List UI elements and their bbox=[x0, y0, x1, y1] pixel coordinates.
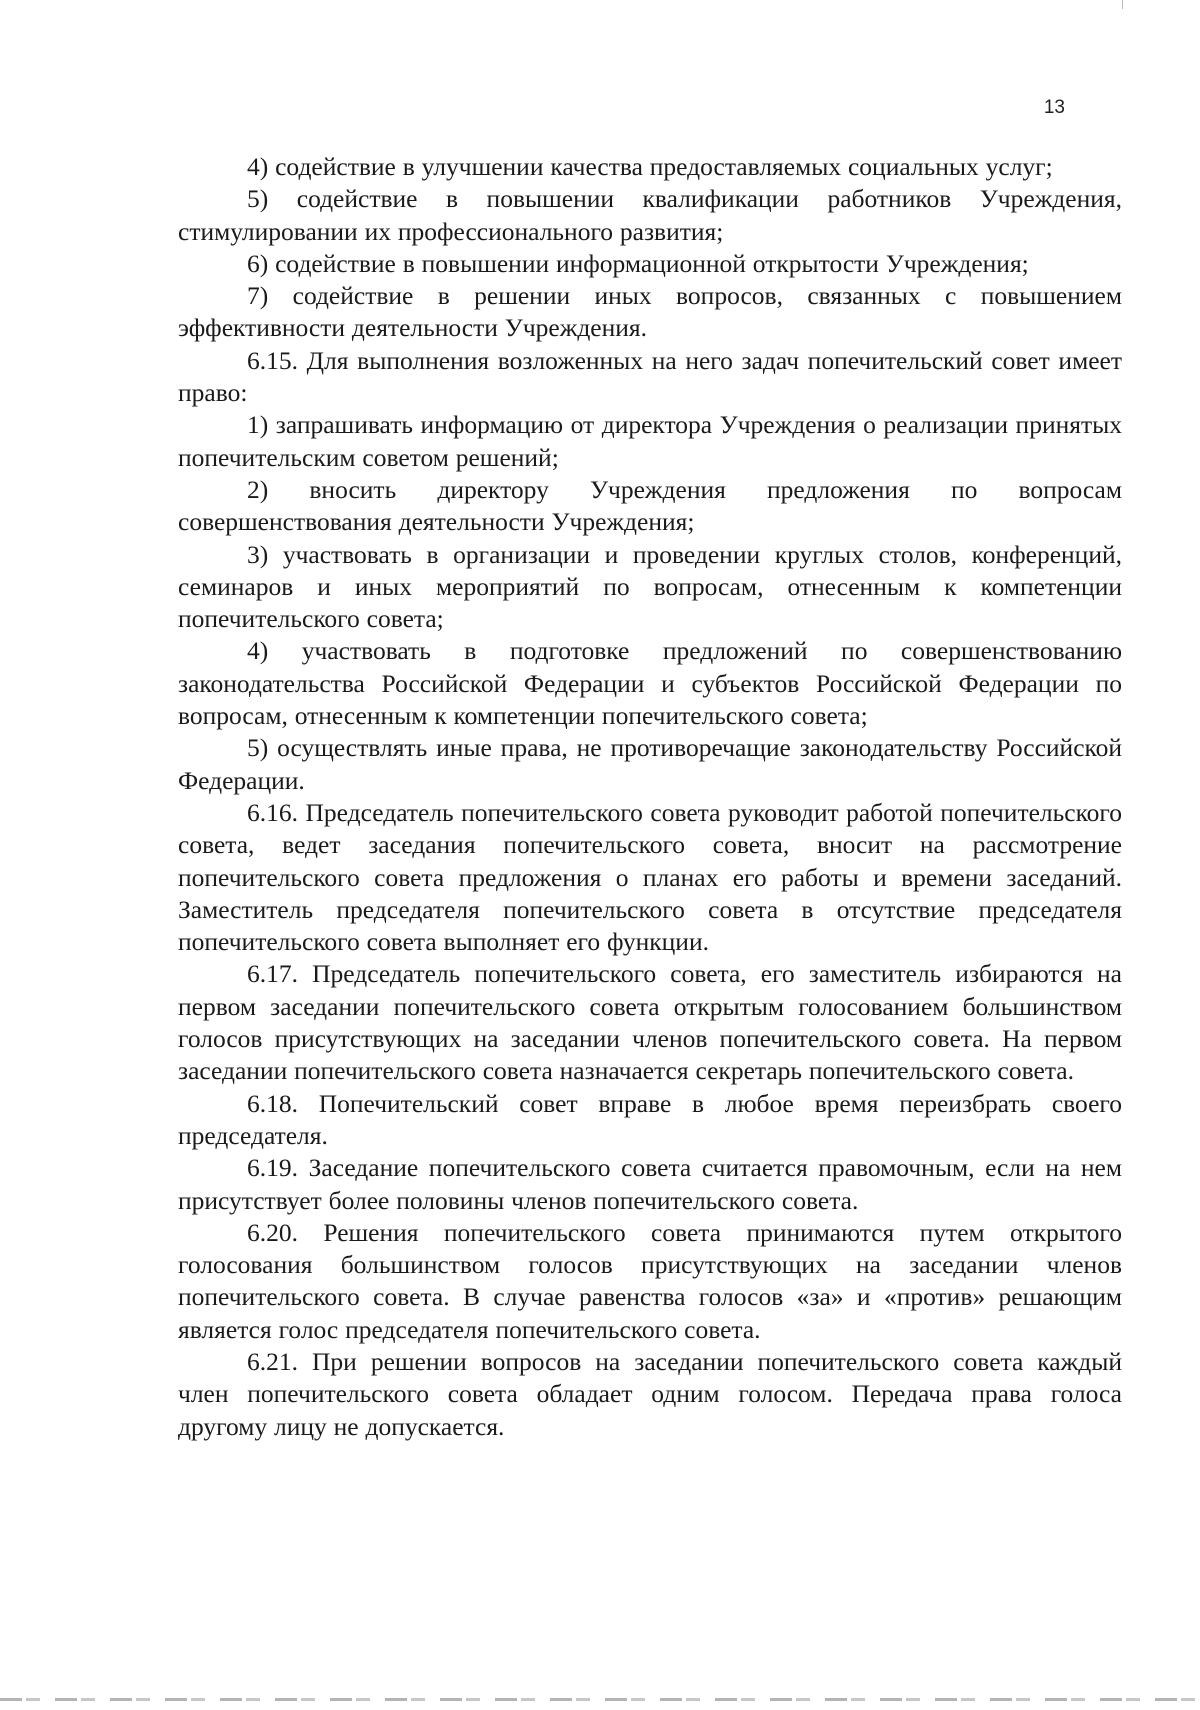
paragraph-4-quality-services: 4) содействие в улучшении качества предоставляемых социальных услуг; bbox=[247, 152, 1053, 181]
paragraph-6-openness: 6) содействие в повышении информационной открытости Учреждения; bbox=[247, 248, 1029, 278]
paragraph-5-qualification: 5) содействие в повышении квалификации работников Учреждения, стимулировании их профессионального развития; bbox=[178, 184, 1122, 246]
clause-6-19: 6.19. Заседание попечительского совета считается правомочным, если на нем присутствует более половины членов попечительского совета. bbox=[178, 1153, 1122, 1215]
right-5-other-rights: 5) осуществлять иные права, не противоречащие законодательству Российской Федерации. bbox=[178, 733, 1122, 795]
scan-edge-mark bbox=[1122, 0, 1123, 9]
right-3-events: 3) участвовать в организации и проведении круглых столов, конференций, семинаров и иных мероприятий по вопросам, отнесенным к компетенции попечительского совета; bbox=[178, 539, 1122, 634]
right-1-request-info: 1) запрашивать информацию от директора Учреждения о реализации принятых попечительским советом решений; bbox=[178, 410, 1122, 472]
right-4-legislation: 4) участвовать в подготовке предложений по совершенствованию законодательства Российской Федерации и субъектов Российской Федерации по вопросам, отнесенным к компетенции попечительского совета; bbox=[178, 636, 1122, 731]
clause-6-21: 6.21. При решении вопросов на заседании попечительского совета каждый член попечительского совета обладает одним голосом. Передача права голоса другому лицу не допускается. bbox=[178, 1346, 1122, 1441]
clause-6-18: 6.18. Попечительский совет вправе в любое время переизбрать своего председателя. bbox=[178, 1088, 1122, 1150]
clause-6-20: 6.20. Решения попечительского совета принимаются путем открытого голосования большинством голосов присутствующих на заседании членов попечительского совета. В случае равенства голосов «за» и «против» решающим является голос председателя попечительского совета. bbox=[178, 1217, 1122, 1344]
clause-6-17: 6.17. Председатель попечительского совета, его заместитель избираются на первом заседании попечительского совета открытым голосованием большинством голосов присутствующих на заседании членов попечительского совета. На первом заседании попечительского совета назначается секретарь попечительского совета. bbox=[178, 959, 1122, 1086]
clause-6-16: 6.16. Председатель попечительского совета руководит работой попечительского совета, ведет заседания попечительского совета, вносит на рассмотрение попечительского совета предложения о планах его работы и времени заседаний. Заместитель председателя попечительского совета в отсутствие председателя попечительского совета выполняет его функции. bbox=[178, 797, 1122, 957]
scan-bottom-edge bbox=[0, 1698, 1200, 1701]
document-body bbox=[178, 151, 1122, 1443]
clause-6-15: 6.15. Для выполнения возложенных на него задач попечительский совет имеет право: bbox=[178, 345, 1122, 408]
right-2-proposals: 2) вносить директору Учреждения предложения по вопросам совершенствования деятельности Учреждения; bbox=[178, 474, 1122, 537]
paragraph-7-efficiency: 7) содействие в решении иных вопросов, связанных с повышением эффективности деятельности Учреждения. bbox=[178, 281, 1122, 343]
page-number: 13 bbox=[1043, 97, 1065, 118]
